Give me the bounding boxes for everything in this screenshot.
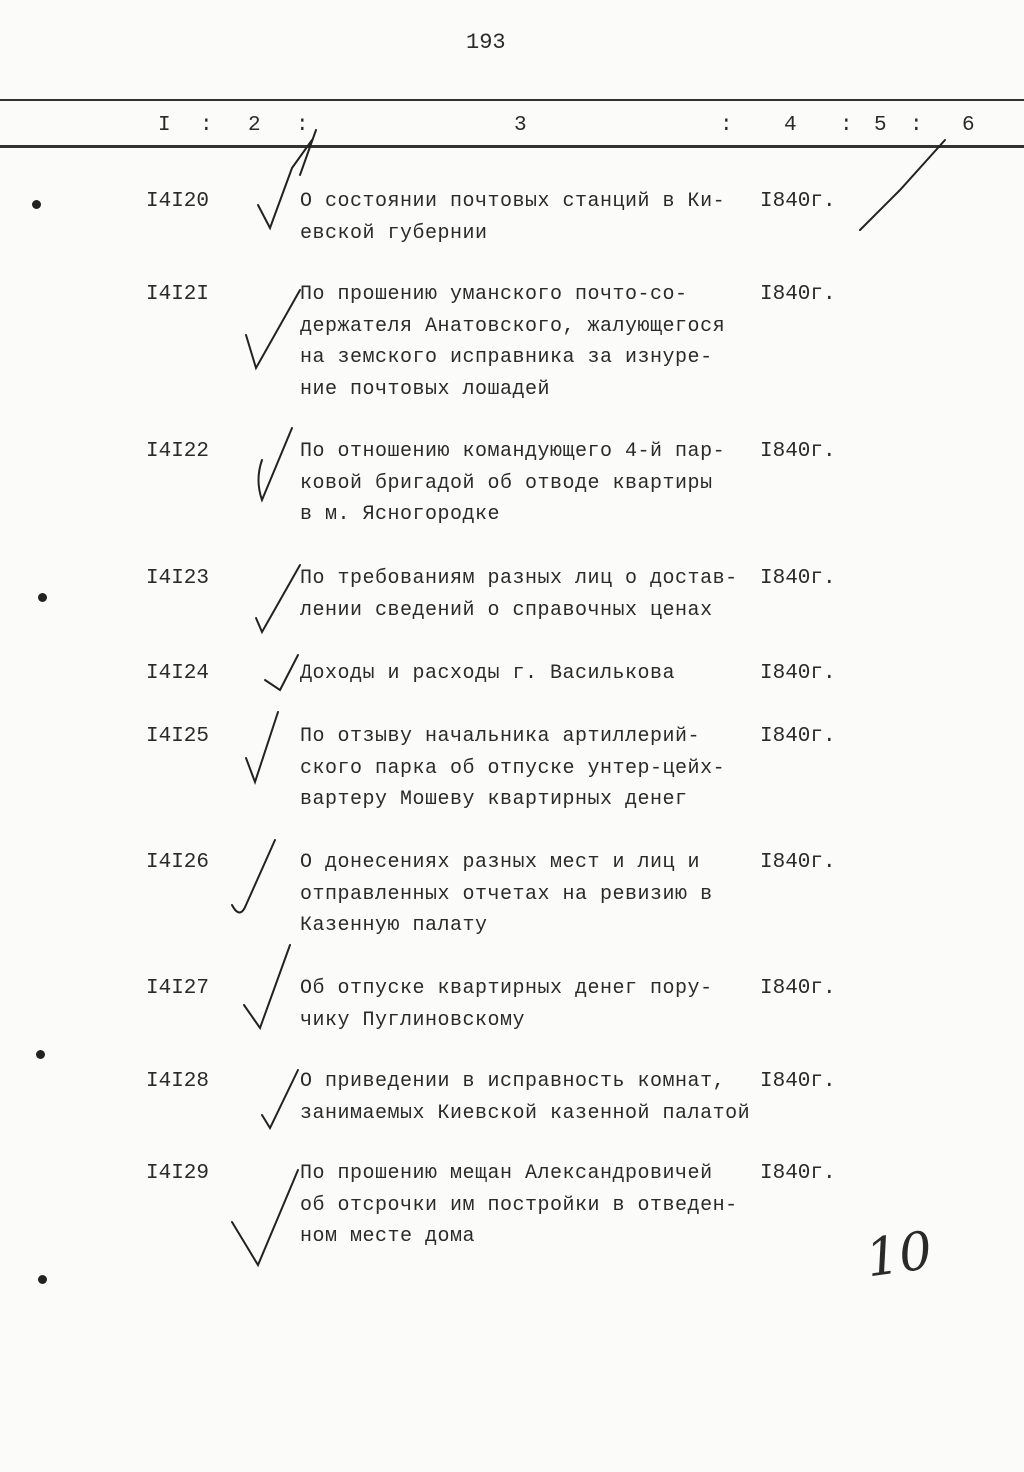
page-number: 193 [466, 30, 506, 55]
entry-title-line: держателя Анатовского, жалующегося [300, 314, 726, 338]
checkmark-icon [259, 428, 293, 500]
checkmark-icon [258, 140, 312, 228]
margin-dot [32, 200, 41, 209]
entry-title-line: О донесениях разных мест и лиц и [300, 851, 701, 874]
entry-year: I840г. [760, 851, 836, 874]
col-separator: : [296, 114, 309, 137]
margin-dot [36, 1050, 45, 1059]
entry-title-line: Об отпуске квартирных денег пору- [300, 977, 713, 1000]
entry-title-line: чику Пуглиновскому [300, 1008, 526, 1032]
entry-title-line: занимаемых Киевской казенной палатой [300, 1101, 751, 1125]
col-separator: : [200, 114, 213, 137]
entry-number: I4I20 [146, 190, 210, 213]
margin-dot [38, 593, 47, 602]
checkmark-icon [265, 655, 298, 690]
entry-title-line: По требованиям разных лиц о достав- [300, 567, 738, 590]
entry-year: I840г. [760, 283, 836, 306]
entry-number: I4I24 [146, 662, 210, 685]
checkmark-icon [246, 290, 300, 368]
entry-title-line: вартеру Мошеву квартирных денег [300, 788, 688, 811]
col-separator: : [720, 114, 733, 137]
checkmark-icon [244, 945, 290, 1028]
margin-dot [38, 1275, 47, 1284]
entry-year: I840г. [760, 1070, 836, 1093]
entry-number: I4I2I [146, 283, 210, 306]
entry-year: I840г. [760, 440, 836, 463]
entry-number: I4I25 [146, 725, 210, 748]
corner-scribble [860, 140, 945, 230]
col-separator: : [910, 114, 923, 137]
entry-number: I4I27 [146, 977, 210, 1000]
entry-year: I840г. [760, 1162, 836, 1185]
checkmark-icon [232, 1170, 298, 1265]
entry-year: I840г. [760, 725, 836, 748]
entry-year: I840г. [760, 567, 836, 590]
col-separator: : [840, 114, 853, 137]
entry-title-line: ние почтовых лошадей [300, 377, 551, 401]
entry-title-line: ковой бригадой об отводе квартиры [300, 471, 713, 495]
entry-year: I840г. [760, 977, 836, 1000]
col-5-label: 5 [874, 114, 887, 137]
entry-title-line: По прошению уманского почто-со- [300, 283, 688, 306]
entry-title-line: Доходы и расходы г. Василькова [300, 662, 676, 685]
entry-year: I840г. [760, 662, 836, 685]
entry-title-line: в м. Ясногородке [300, 503, 501, 526]
entry-year: I840г. [760, 190, 836, 213]
entry-title-line: об отсрочки им постройки в отведен- [300, 1193, 738, 1217]
checkmark-icon [232, 840, 275, 913]
entry-number: I4I28 [146, 1070, 210, 1093]
col-1-label: I [158, 114, 171, 137]
entry-title-line: на земского исправника за изнуре- [300, 346, 713, 369]
entry-title-line: По отношению командующего 4-й пар- [300, 440, 726, 463]
entry-number: I4I29 [146, 1162, 210, 1185]
col-2-label: 2 [248, 114, 261, 137]
checkmark-icon [262, 1070, 298, 1128]
entry-title-line: отправленных отчетах на ревизию в [300, 882, 713, 906]
entry-title-line: лении сведений о справочных ценах [300, 598, 713, 622]
col-6-label: 6 [962, 114, 975, 137]
entry-title-line: О приведении в исправность комнат, [300, 1070, 726, 1093]
entry-title-line: Казенную палату [300, 914, 488, 937]
col-4-label: 4 [784, 114, 797, 137]
checkmark-icon [246, 712, 278, 782]
handwritten-note: 10 [862, 1220, 937, 1290]
col-3-label: 3 [514, 114, 527, 137]
entry-title-line: евской губернии [300, 221, 488, 245]
checkmark-icon [256, 565, 300, 632]
entry-number: I4I22 [146, 440, 210, 463]
entry-number: I4I23 [146, 567, 210, 590]
entry-title-line: ном месте дома [300, 1225, 476, 1248]
entry-title-line: О состоянии почтовых станций в Ки- [300, 190, 726, 213]
entry-title-line: По отзыву начальника артиллерий- [300, 725, 701, 748]
entry-number: I4I26 [146, 851, 210, 874]
entry-title-line: По прошению мещан Александровичей [300, 1162, 713, 1185]
entry-title-line: ского парка об отпуске унтер-цейх- [300, 756, 726, 780]
